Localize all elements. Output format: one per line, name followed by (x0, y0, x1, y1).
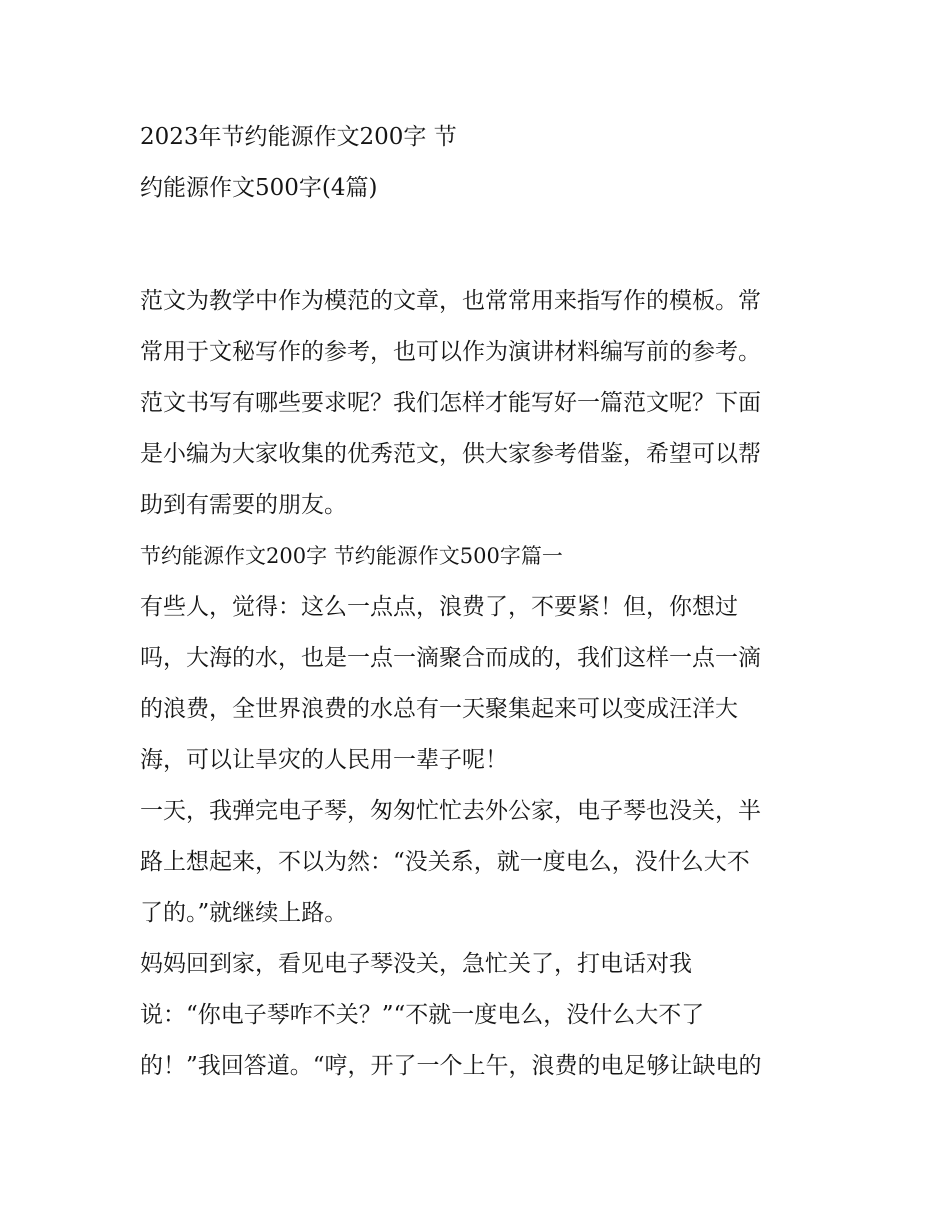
body-line: 常用于文秘写作的参考，也可以作为演讲材料编写前的参考。 (140, 339, 761, 365)
body-line: 的！”我回答道。“哼，开了一个上午，浪费的电足够让缺电的 (140, 1053, 762, 1079)
body-line: 的浪费，全世界浪费的水总有一天聚集起来可以变成汪洋大 (140, 696, 738, 722)
title-line: 2023年节约能源作文200字 节 (140, 124, 457, 150)
body-line: 路上想起来，不以为然：“没关系，就一度电么，没什么大不 (140, 849, 750, 875)
document-title (140, 112, 830, 214)
body-line: 助到有需要的朋友。 (140, 492, 347, 518)
body-line: 一天，我弹完电子琴，匆匆忙忙去外公家，电子琴也没关，半 (140, 798, 761, 824)
body-line: 是小编为大家收集的优秀范文，供大家参考借鉴，希望可以帮 (140, 441, 761, 467)
section-heading: 节约能源作文200字 节约能源作文500字篇一 (140, 544, 563, 568)
body-line: 吗，大海的水，也是一点一滴聚合而成的，我们这样一点一滴 (140, 645, 761, 671)
body-line: 了的。”就继续上路。 (140, 900, 348, 926)
title-line: 约能源作文500字(4篇) (140, 175, 378, 201)
body-line: 范文为教学中作为模范的文章，也常常用来指写作的模板。常 (140, 288, 761, 314)
document-body (140, 276, 830, 1092)
body-line: 有些人，觉得：这么一点点，浪费了，不要紧！但，你想过 (140, 594, 738, 620)
body-line: 范文书写有哪些要求呢？我们怎样才能写好一篇范文呢？下面 (140, 390, 761, 416)
body-line: 海，可以让旱灾的人民用一辈子呢！ (140, 747, 508, 773)
body-line: 说：“你电子琴咋不关？”“不就一度电么，没什么大不了 (140, 1002, 705, 1028)
body-line: 妈妈回到家，看见电子琴没关，急忙关了，打电话对我 (140, 951, 692, 977)
